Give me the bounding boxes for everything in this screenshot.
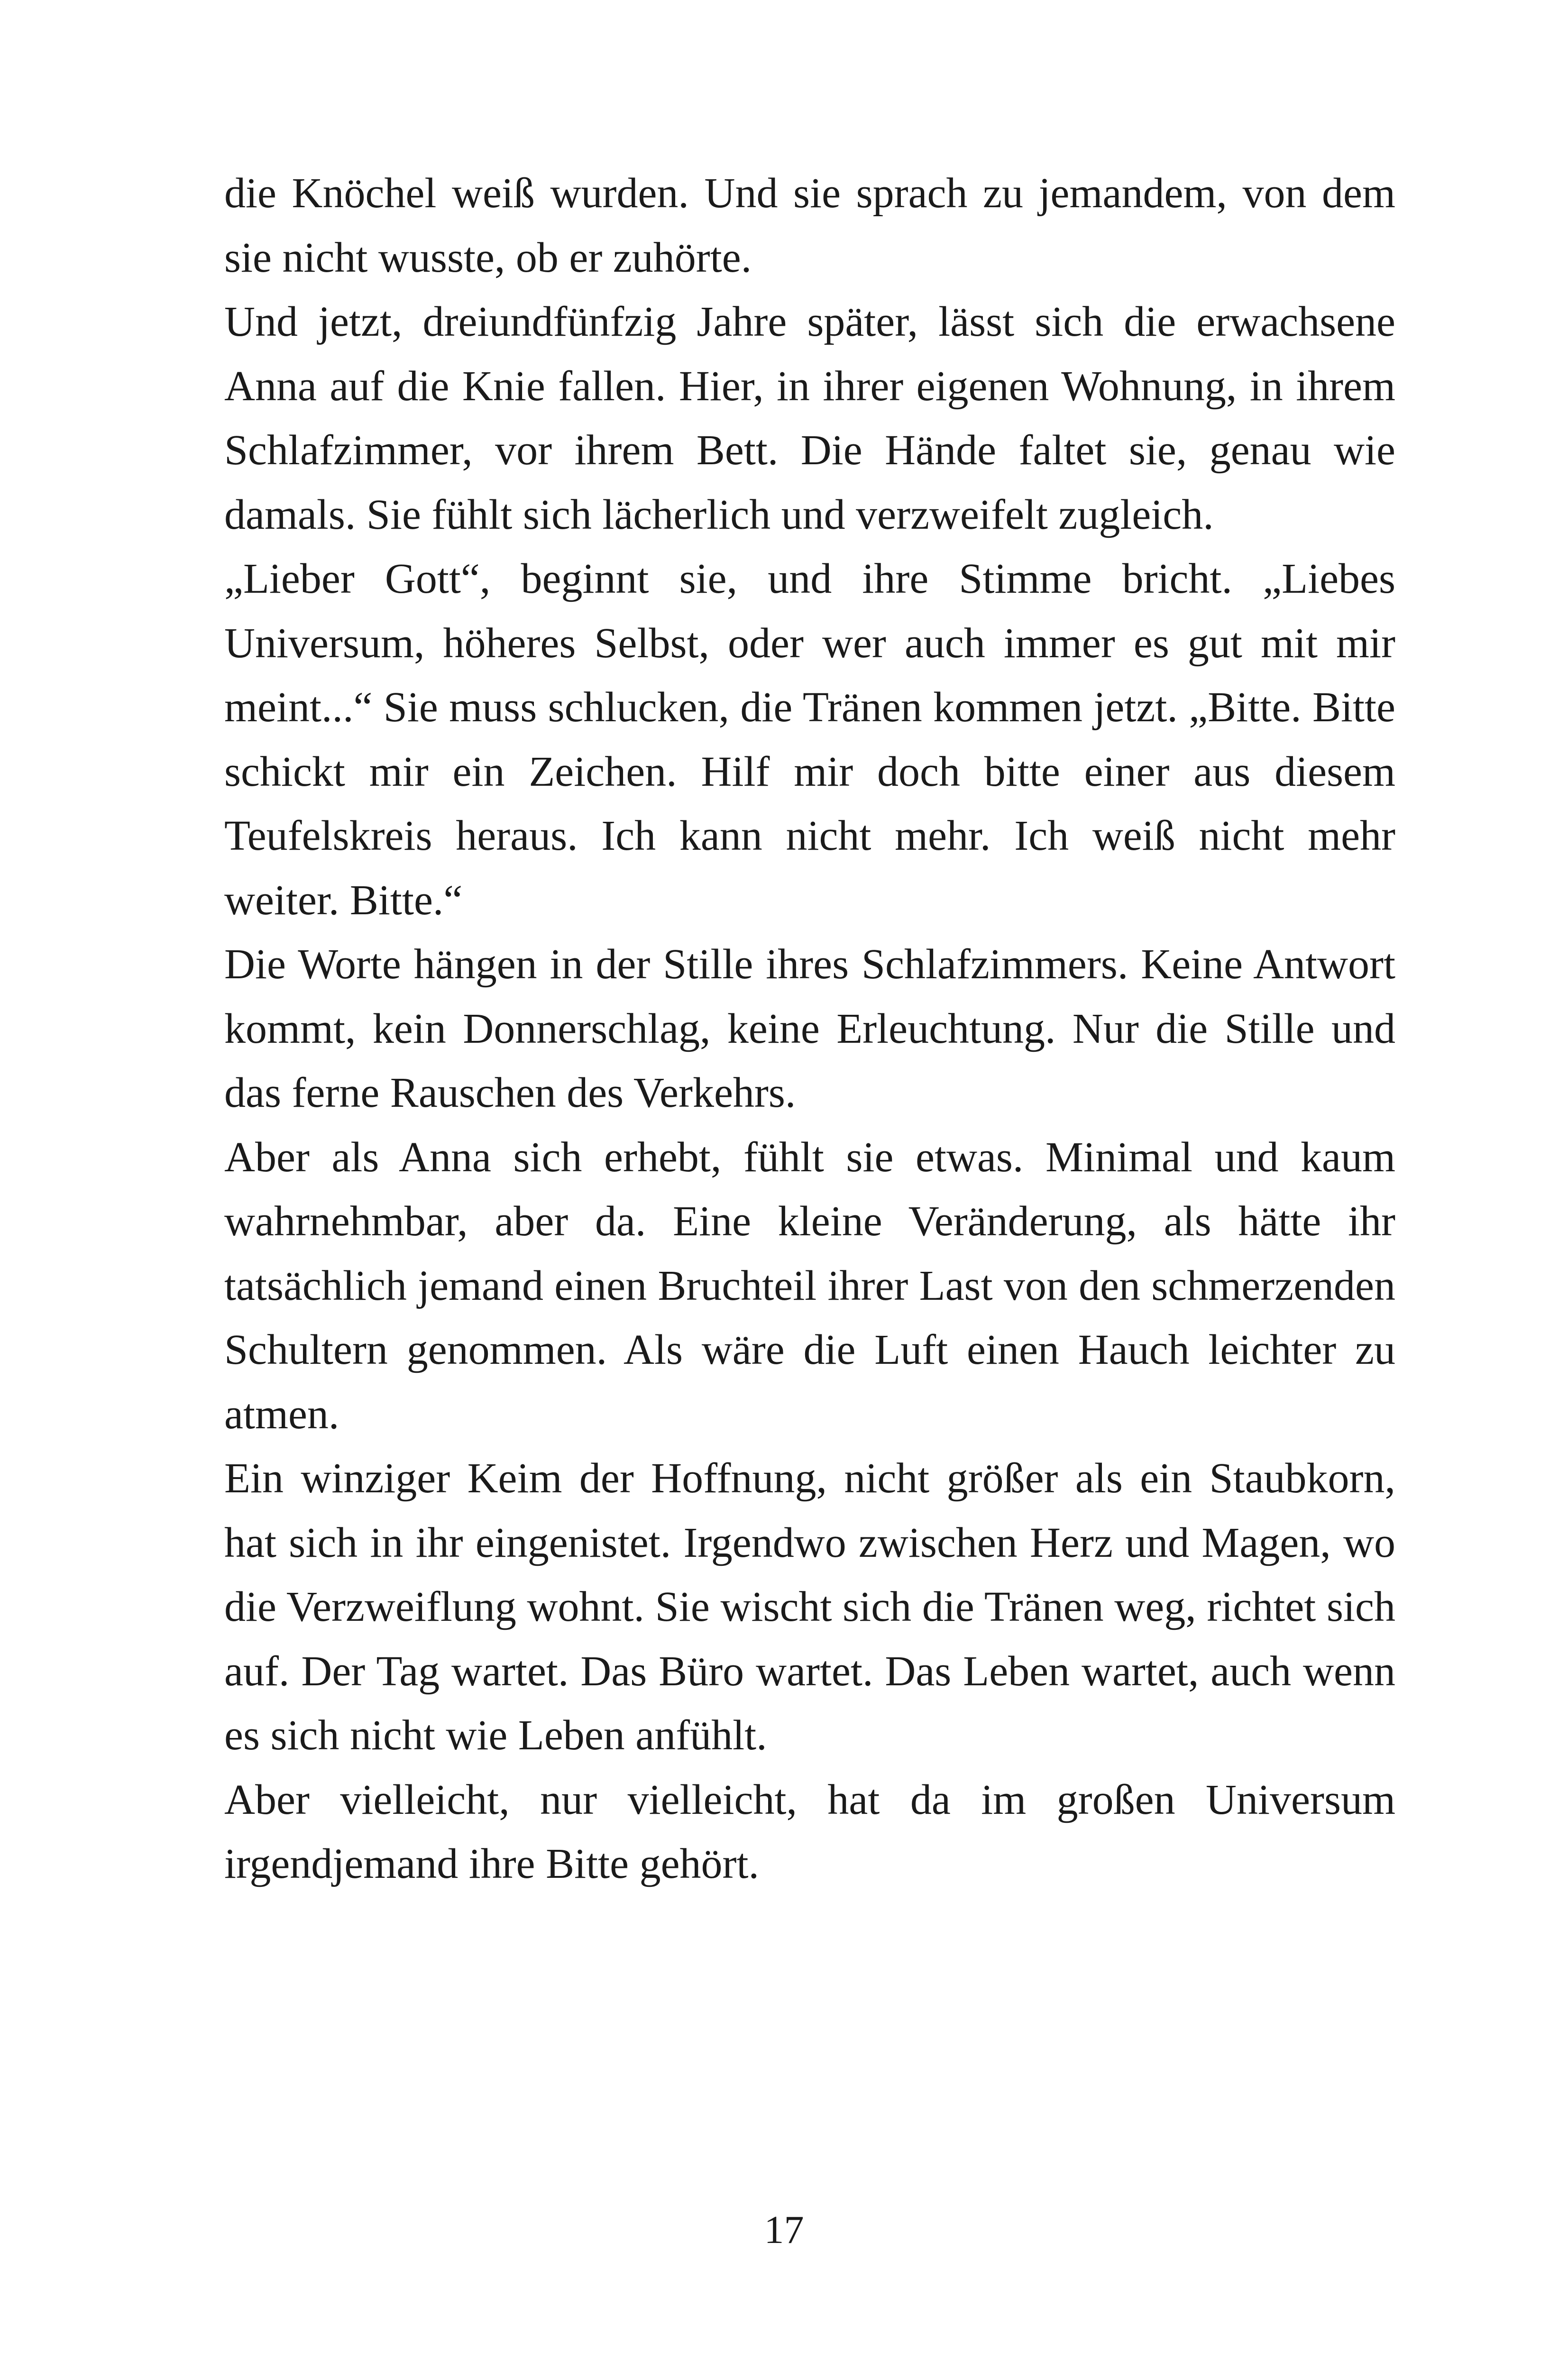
paragraph: Ein winziger Keim der Hoffnung, nicht größer als ein Staubkorn, hat sich in ihr eingenistet. Irgendwo zwischen Herz und Magen, wo die Verzweiflung wohnt. Sie wischt sich die Tränen weg, richtet sich auf. Der Tag wartet. Das Büro wartet. Das Leben wartet, auch wenn es sich nicht wie Leben anfühlt. [224,1455,1395,1759]
paragraph: Aber vielleicht, nur vielleicht, hat da im großen Universum irgendjemand ihre Bitte gehört. [224,1776,1395,1887]
paragraph: Und jetzt, dreiundfünfzig Jahre später, lässt sich die erwachsene Anna auf die Knie fallen. Hier, in ihrer eigenen Wohnung, in ihrem Schlafzimmer, vor ihrem Bett. Die Hände faltet sie, genau wie damals. Sie fühlt sich lächerlich und verzweifelt zugleich. [224,298,1395,538]
page-number: 17 [764,2208,804,2252]
paragraph: die Knöchel weiß wurden. Und sie sprach zu jemandem, von dem sie nicht wusste, ob er zuhörte. [224,170,1395,281]
paragraph: Aber als Anna sich erhebt, fühlt sie etwas. Minimal und kaum wahrnehmbar, aber da. Eine kleine Veränderung, als hätte ihr tatsächlich jemand einen Bruchteil ihrer Last von den schmerzenden Schultern genommen. Als wäre die Luft einen Hauch leichter zu atmen. [224,1133,1395,1438]
paragraph: „Lieber Gott“, beginnt sie, und ihre Stimme bricht. „Liebes Universum, höheres Selbst, oder wer auch immer es gut mit mir meint...“ Sie muss schlucken, die Tränen kommen jetzt. „Bitte. Bitte schickt mir ein Zeichen. Hilf mir doch bitte einer aus diesem Teufelskreis heraus. Ich kann nicht mehr. Ich weiß nicht mehr weiter. Bitte.“ [224,555,1395,924]
body-text [224,161,1395,1896]
paragraph: Die Worte hängen in der Stille ihres Schlafzimmers. Keine Antwort kommt, kein Donnerschlag, keine Erleuchtung. Nur die Stille und das ferne Rauschen des Verkehrs. [224,941,1395,1116]
